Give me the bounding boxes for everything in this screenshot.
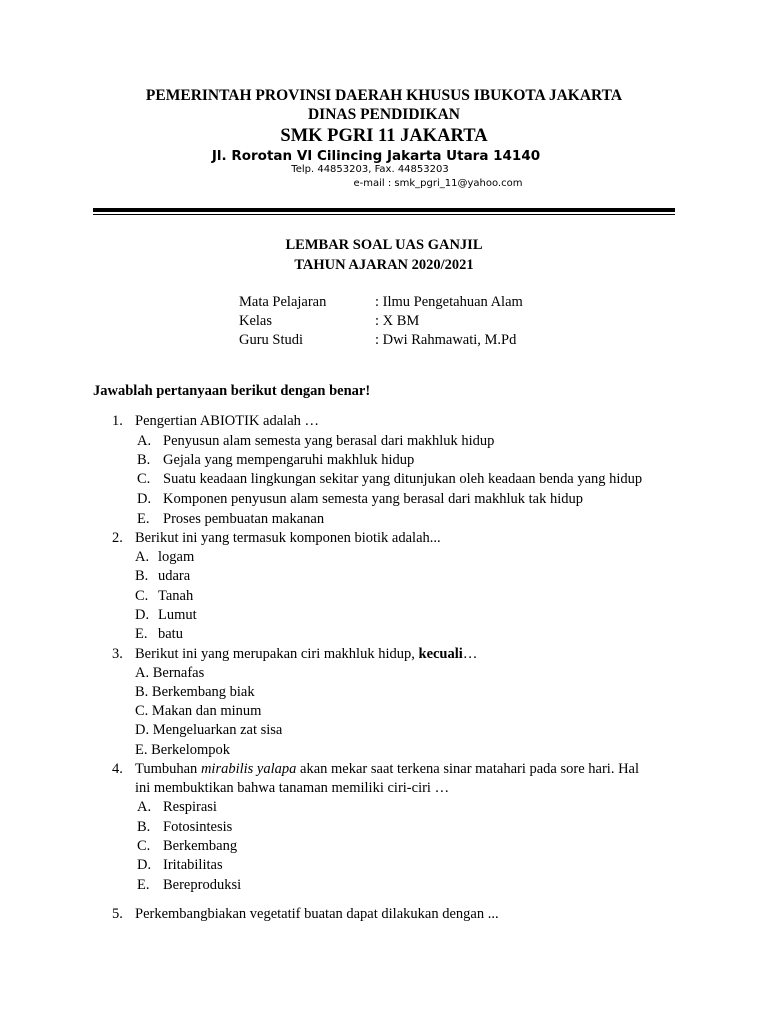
question-text — [135, 646, 477, 663]
question-text-line2: ini membuktikan bahwa tanaman memiliki ciri-ciri … — [135, 780, 450, 796]
option-letter: A. — [137, 433, 152, 449]
question-emphasis: kecuali — [418, 646, 463, 662]
species-name: mirabilis yalapa — [200, 761, 297, 777]
option-letter: E. — [137, 877, 150, 893]
question-text: Pengertian ABIOTIK adalah … — [135, 413, 320, 429]
option-letter: C. — [137, 471, 151, 487]
info-label: Mata Pelajaran — [239, 294, 327, 310]
question-text: Perkembangbiakan vegetatif buatan dapat dilakukan dengan ... — [135, 906, 499, 922]
question-number: 3. — [112, 646, 123, 662]
option-text: Bereproduksi — [163, 877, 242, 893]
question-number: 1. — [112, 413, 123, 429]
option-text: Iritabilitas — [163, 857, 223, 873]
question-number: 4. — [112, 761, 123, 777]
header-government: PEMERINTAH PROVINSI DAERAH KHUSUS IBUKOTA JAKARTA — [145, 87, 623, 104]
exam-title: LEMBAR SOAL UAS GANJIL — [285, 237, 483, 253]
option-text: Tanah — [158, 588, 194, 604]
option-letter: C. — [137, 838, 151, 854]
option-line: C. Makan dan minum — [135, 703, 262, 719]
option-letter: D. — [135, 607, 150, 623]
option-letter: B. — [137, 452, 151, 468]
option-letter: B. — [137, 819, 151, 835]
question-number: 2. — [112, 530, 123, 546]
info-label: Kelas — [239, 313, 273, 329]
option-letter: E. — [135, 626, 148, 642]
header-address: Jl. Rorotan VI Cilincing Jakarta Utara 14140 — [211, 148, 541, 164]
option-text: Gejala yang mempengaruhi makhluk hidup — [163, 452, 415, 468]
option-text: batu — [158, 626, 183, 642]
option-text: Komponen penyusun alam semesta yang berasal dari makhluk tak hidup — [163, 491, 583, 507]
option-text: Lumut — [158, 607, 197, 623]
option-letter: D. — [137, 857, 152, 873]
question-text-part: Tumbuhan — [135, 761, 201, 777]
question-text-part: akan mekar saat terkena sinar matahari pada sore hari. Hal — [296, 761, 640, 777]
question-text-part: Berikut ini yang merupakan ciri makhluk hidup, — [135, 646, 419, 662]
header-divider-thin — [93, 214, 675, 215]
option-text: Fotosintesis — [163, 819, 233, 835]
header-email: e-mail : smk_pgri_11@yahoo.com — [353, 178, 523, 189]
header-department: DINAS PENDIDIKAN — [307, 106, 460, 123]
question-text-part: … — [462, 646, 478, 662]
academic-year: TAHUN AJARAN 2020/2021 — [294, 257, 474, 273]
info-label: Guru Studi — [239, 332, 304, 348]
option-line: B. Berkembang biak — [135, 684, 255, 700]
option-letter: D. — [137, 491, 152, 507]
header-phone: Telp. 44853203, Fax. 44853203 — [291, 164, 449, 175]
question-text: Berikut ini yang termasuk komponen biotik adalah... — [135, 530, 441, 546]
option-line: E. Berkelompok — [135, 742, 231, 758]
option-text: logam — [158, 549, 195, 565]
question-number: 5. — [112, 906, 123, 922]
info-value: : Ilmu Pengetahuan Alam — [375, 294, 523, 310]
option-text: Penyusun alam semesta yang berasal dari makhluk hidup — [163, 433, 495, 449]
option-line: D. Mengeluarkan zat sisa — [135, 722, 283, 738]
option-text: Berkembang — [163, 838, 238, 854]
info-value: : X BM — [375, 313, 420, 329]
option-letter: E. — [137, 511, 150, 527]
header-school-name: SMK PGRI 11 JAKARTA — [280, 126, 488, 146]
option-text: Proses pembuatan makanan — [163, 511, 325, 527]
info-value: : Dwi Rahmawati, M.Pd — [375, 332, 517, 348]
option-letter: C. — [135, 588, 149, 604]
option-text: Suatu keadaan lingkungan sekitar yang ditunjukan oleh keadaan benda yang hidup — [163, 471, 643, 487]
option-text: Respirasi — [163, 799, 217, 815]
question-text — [135, 761, 639, 778]
option-text: udara — [158, 568, 191, 584]
option-letter: A. — [137, 799, 152, 815]
option-line: A. Bernafas — [135, 665, 205, 681]
instruction-text: Jawablah pertanyaan berikut dengan benar! — [93, 383, 371, 399]
option-letter: B. — [135, 568, 149, 584]
header-divider-thick — [93, 208, 675, 212]
option-letter: A. — [135, 549, 150, 565]
